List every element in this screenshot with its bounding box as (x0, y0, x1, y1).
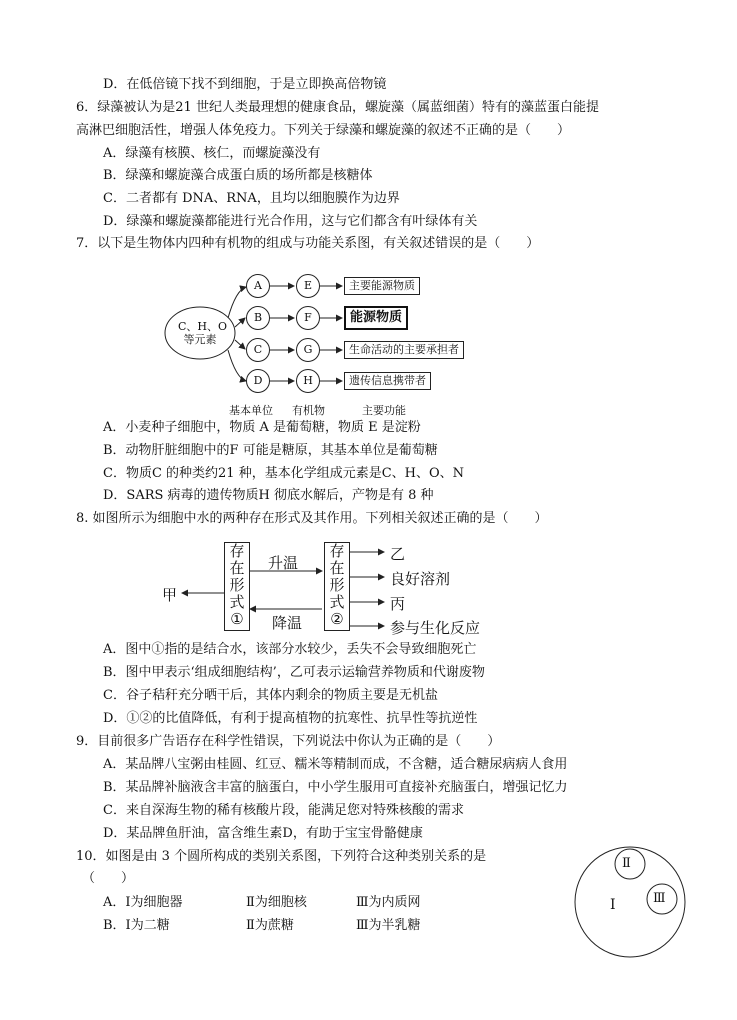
function-g-box: 生命活动的主要承担者 (344, 341, 464, 359)
q8-option-a: A．图中①指的是结合水，该部分水较少，丢失不会导致细胞死亡 (103, 642, 477, 657)
q7-option-b: B．动物肝脏细胞中的F 可能是糖原，其基本单位是葡萄糖 (103, 443, 438, 458)
q10-option-a-3: Ⅲ为内质网 (356, 895, 421, 910)
box2-char-2: 在 (329, 559, 345, 577)
q7-option-a: A．小麦种子细胞中，物质 A 是葡萄糖，物质 E 是淀粉 (103, 420, 421, 435)
organic-g-circle: G (296, 338, 320, 362)
q9-stem: 9．目前很多广告语存在科学性错误，下列说法中你认为正确的是（ ） (76, 734, 501, 749)
circle-i-label: Ⅰ (610, 897, 616, 913)
col-label-function: 主要功能 (362, 404, 406, 417)
box1-char-4: 式 (229, 593, 245, 611)
box1-char-3: 形 (229, 576, 245, 594)
q6-option-d: D．绿藻和螺旋藻都能进行光合作用，这与它们都含有叶绿体有关 (103, 214, 478, 229)
q6-option-c: C．二者都有 DNA、RNA，且均以细胞膜作为边界 (103, 191, 400, 206)
box2-char-3: 形 (329, 576, 345, 594)
q10-option-b-3: Ⅲ为半乳糖 (356, 918, 421, 933)
jia-label: 甲 (162, 586, 178, 604)
col-label-unit: 基本单位 (229, 404, 273, 417)
q6-stem-cont: 高淋巴细胞活性，增强人体免疫力。下列关于绿藻和螺旋藻的叙述不正确的是（ ） (76, 123, 571, 138)
heat-up-label: 升温 (268, 554, 299, 572)
function-h-box: 遗传信息携带者 (344, 372, 431, 390)
q10-stem-cont: （ ） (82, 871, 135, 886)
organic-f-circle: F (296, 306, 320, 330)
box1-char-1: 存 (229, 542, 245, 560)
function-e-box: 主要能源物质 (344, 277, 420, 295)
box2-char-5: ② (330, 610, 344, 628)
q10-option-b-1: B．Ⅰ为二糖 (103, 918, 170, 933)
box1-char-5: ① (230, 610, 244, 628)
unit-b-circle: B (246, 306, 270, 330)
q9-option-c: C．来自深海生物的稀有核酸片段，能满足您对特殊核酸的需求 (103, 803, 464, 818)
q7-option-c: C．物质C 的种类约21 种，基本化学组成元素是C、H、O、N (103, 466, 465, 481)
organic-h-circle: H (296, 369, 320, 393)
q8-stem: 8. 如图所示为细胞中水的两种存在形式及其作用。下列相关叙述正确的是（ ） (76, 511, 548, 526)
q8-option-b: B．图中甲表示‘组成细胞结构’，乙可表示运输营养物质和代谢废物 (103, 665, 485, 680)
q7-option-d: D．SARS 病毒的遗传物质H 彻底水解后，产物是有 8 种 (103, 488, 434, 503)
box2-char-4: 式 (329, 593, 345, 611)
function-f-box: 能源物质 (344, 306, 408, 330)
q6-option-a: A．绿藻有核膜、核仁，而螺旋藻没有 (103, 146, 321, 161)
q6-stem: 6．绿藻被认为是21 世纪人类最理想的健康食品，螺旋藻（属蓝细菌）特有的藻蓝蛋白能提 (76, 100, 599, 115)
bing-label: 丙 (390, 595, 406, 613)
circle-iii-label: Ⅲ (653, 891, 666, 906)
q8-option-c: C．谷子秸秆充分晒干后，其体内剩余的物质主要是无机盐 (103, 688, 438, 703)
q7-stem: 7．以下是生物体内四种有机物的组成与功能关系图，有关叙述错误的是（ ） (76, 236, 540, 251)
unit-c-circle: C (246, 338, 270, 362)
col-label-organic: 有机物 (292, 404, 325, 417)
q9-option-b: B．某品牌补脑液含丰富的脑蛋白，中小学生服用可直接补充脑蛋白，增强记忆力 (103, 780, 568, 795)
q5-option-d: D．在低倍镜下找不到细胞，于是立即换高倍物镜 (103, 77, 387, 92)
q10-option-a-1: A．Ⅰ为细胞器 (103, 895, 183, 910)
good-solvent-label: 良好溶剂 (390, 570, 451, 588)
q10-stem: 10．如图是由 3 个圆所构成的类别关系图，下列符合这种类别关系的是 (76, 849, 487, 864)
circle-ii-label: Ⅱ (622, 856, 631, 871)
q9-option-a: A．某品牌八宝粥由桂圆、红豆、糯米等精制而成，不含糖，适合糖尿病病人食用 (103, 757, 568, 772)
elements-line-1: C、H、O (178, 320, 228, 333)
q6-option-b: B．绿藻和螺旋藻合成蛋白质的场所都是核糖体 (103, 168, 373, 183)
elements-line-2: 等元素 (183, 333, 217, 346)
box2-char-1: 存 (329, 542, 345, 560)
unit-a-circle: A (246, 274, 270, 298)
organic-e-circle: E (296, 274, 320, 298)
unit-d-circle: D (246, 369, 270, 393)
cool-down-label: 降温 (272, 614, 303, 632)
box1-char-2: 在 (229, 559, 245, 577)
yi-label: 乙 (390, 545, 406, 563)
biochem-reaction-label: 参与生化反应 (390, 619, 481, 637)
q9-option-d: D．某品牌鱼肝油，富含维生素D，有助于宝宝骨骼健康 (103, 826, 423, 841)
q10-option-b-2: Ⅱ为蔗糖 (246, 918, 294, 933)
q10-option-a-2: Ⅱ为细胞核 (246, 895, 307, 910)
q8-option-d: D．①②的比值降低，有利于提高植物的抗寒性、抗旱性等抗逆性 (103, 711, 478, 726)
